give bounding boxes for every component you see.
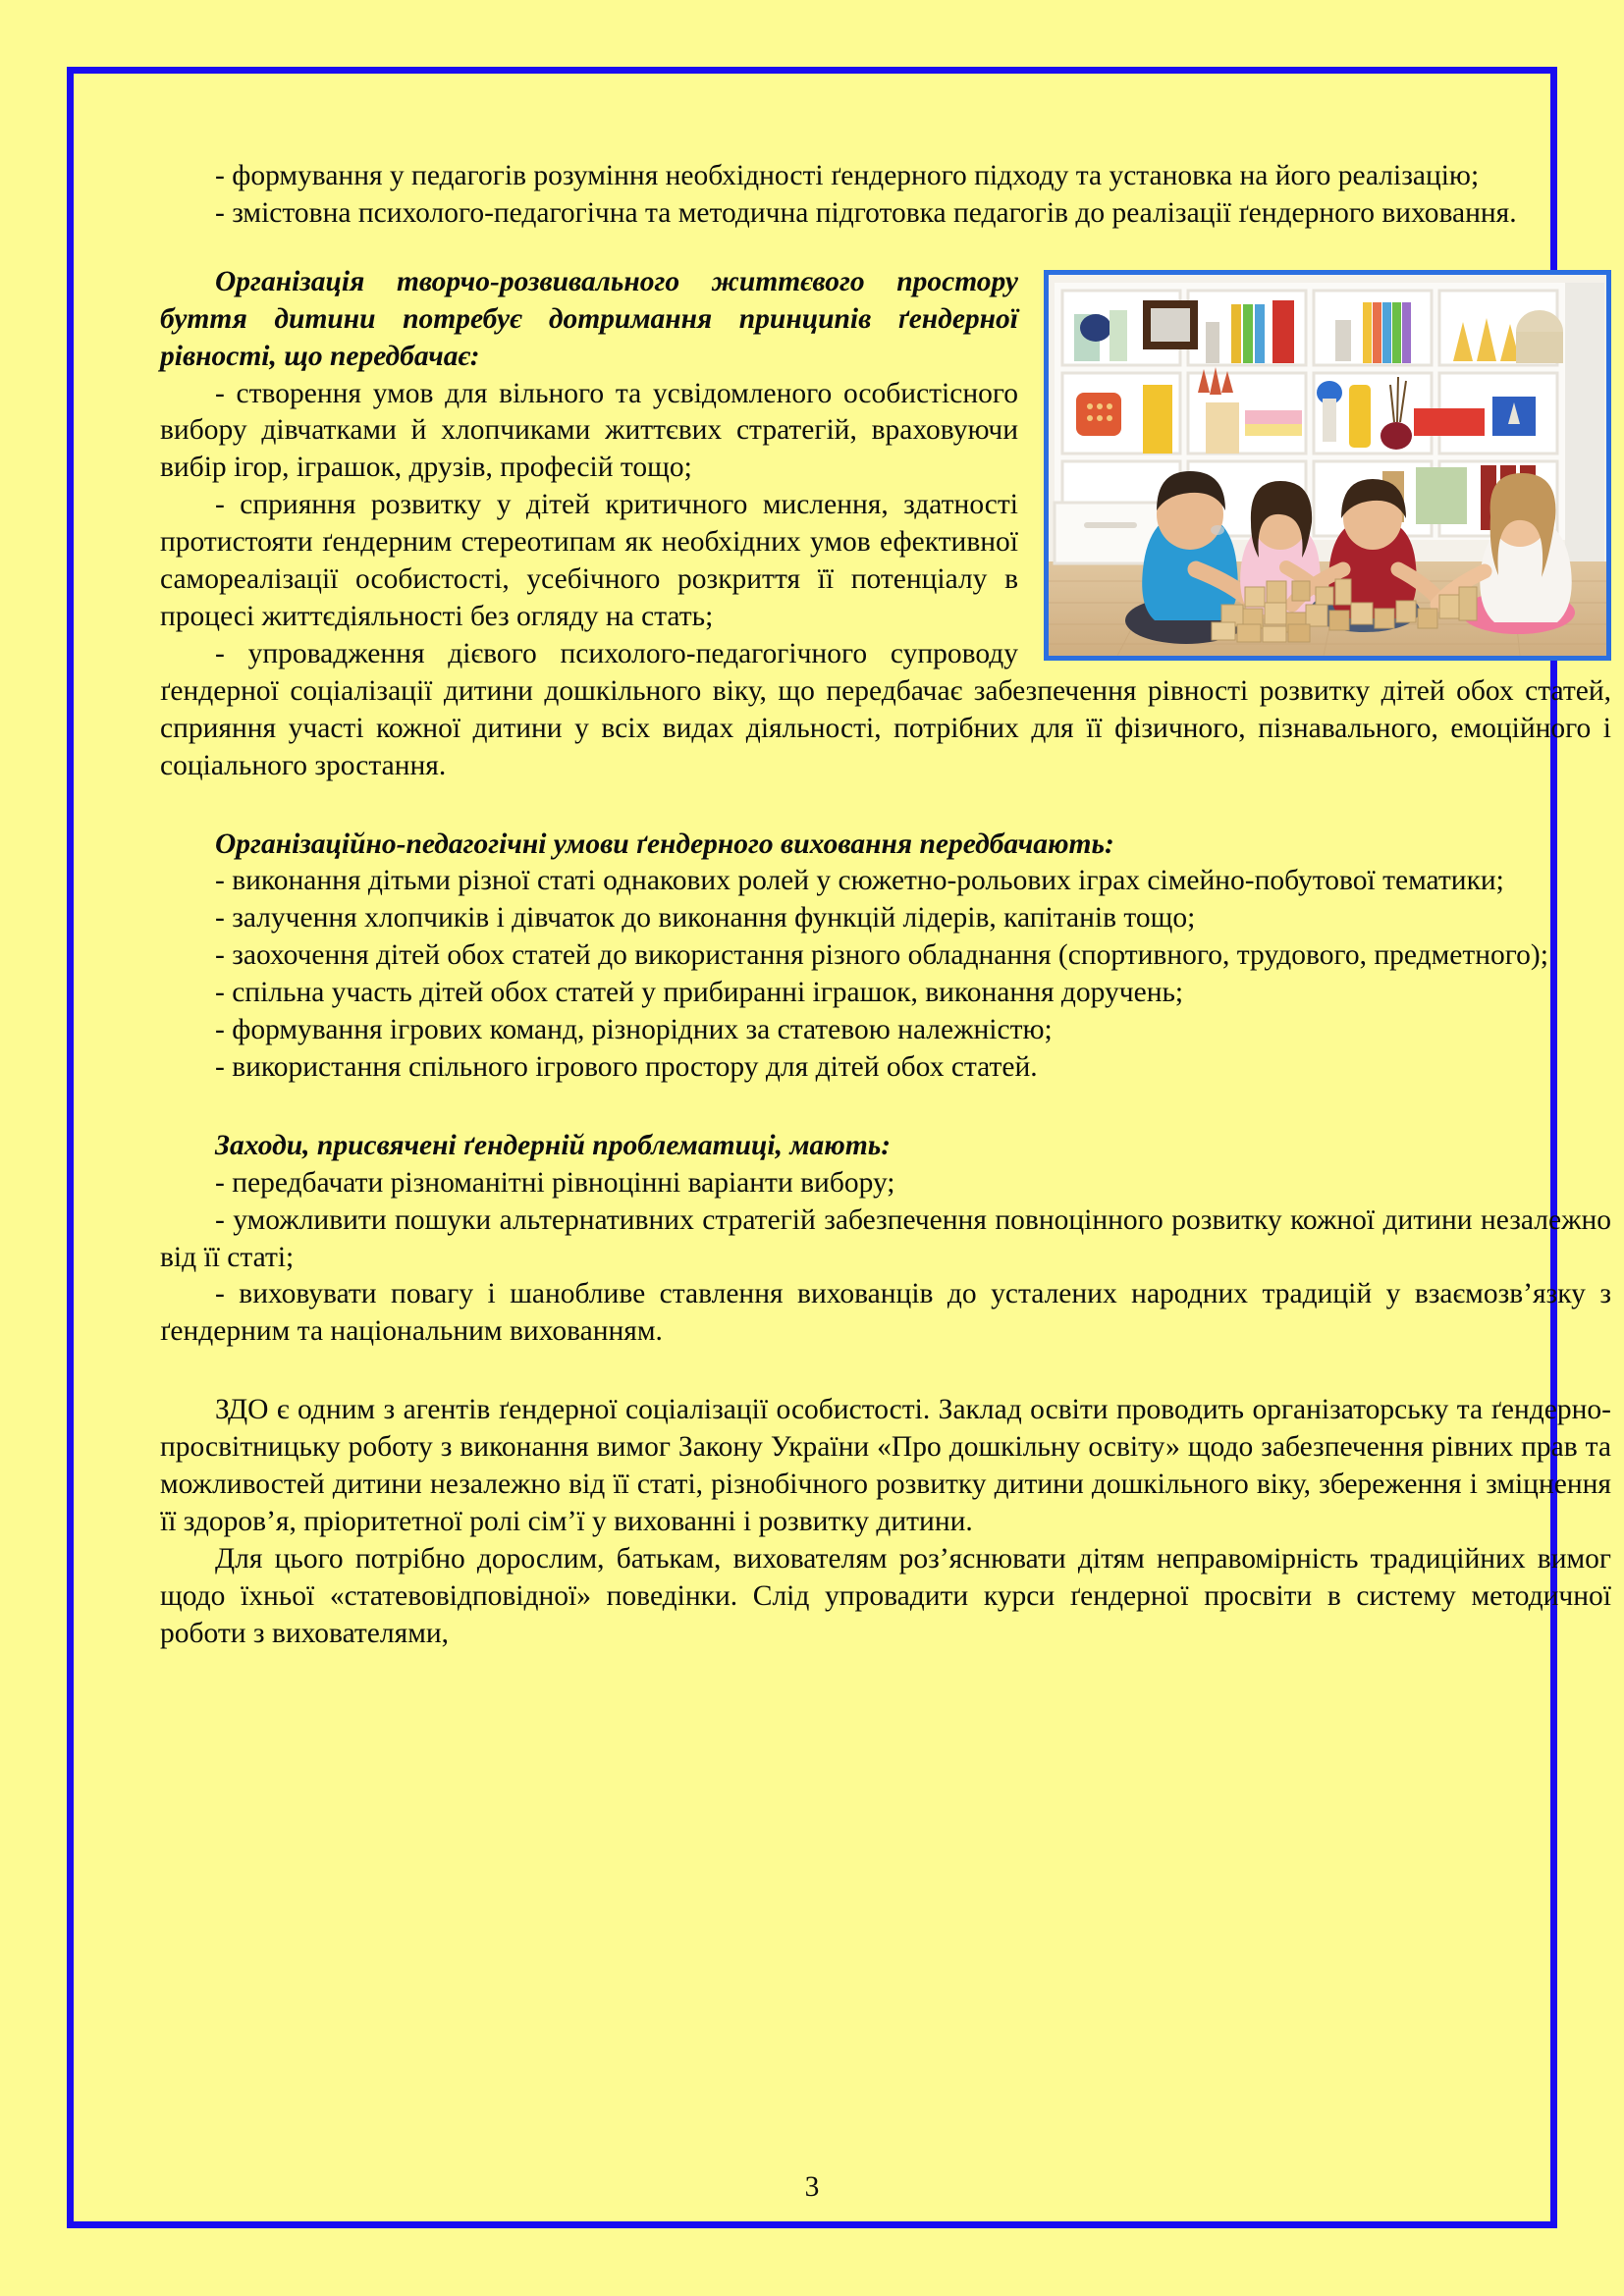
- bullet-free-conscious-choice: - створення умов для вільного та усвідомленого особистісного вибору дівчатками й хлопчиками життєвих стратегій, враховуючи вибір ігор, іграшок, друзів, професій тощо;: [160, 377, 1018, 484]
- list-item: - передбачати різноманітні рівноцінні варіанти вибору;: [215, 1166, 895, 1199]
- heading-gender-events: Заходи, присвячені ґендерній проблематиці, мають:: [215, 1129, 892, 1161]
- page-number: 3: [804, 2171, 820, 2203]
- bullet-critical-thinking: - сприяння розвитку у дітей критичного мислення, здатності протистояти ґендерним стереотипам як необхідних умов ефективної самореалізації особистості, усебічного розкриття її потенціалу в процесі життєдіяльності без огляду на стать;: [160, 489, 1018, 632]
- page-border-frame: [67, 67, 1611, 2228]
- list-item: - використання спільного ігрового простору для дітей обох статей.: [215, 1050, 1038, 1083]
- bullet-psych-pedagogical-support: - упровадження дієвого психолого-педагогічного супроводу ґендерної соціалізації дитини дошкільного віку, що передбачає забезпечення рівності розвитку дітей обох статей, сприяння участі кожної дитини у всіх видах діяльності, потрібних для її фізичного, пізнавального, емоційного і соціального зростання.: [160, 637, 1611, 781]
- heading-organizational-pedagogical-conditions: Організаційно-педагогічні умови ґендерного виховання передбачають:: [215, 828, 1114, 860]
- list-item: - виховувати повагу і шанобливе ставлення вихованців до усталених народних традицій у взаємозв’язку з ґендерним та національним вихованням.: [160, 1278, 1611, 1348]
- paragraph-bullet-formation: - формування у педагогів розуміння необхідності ґендерного підходу та установка на його реалізацію;: [215, 160, 1480, 191]
- list-item: - формування ігрових команд, різнорідних за статевою належністю;: [215, 1014, 1053, 1046]
- list-item: - уможливити пошуки альтернативних стратегій забезпечення повноцінного розвитку кожної дитини незалежно від її статі;: [160, 1203, 1611, 1273]
- heading-organization-of-creative-space: Організація творчо-розвивального життєвого простору буття дитини потребує дотримання принципів ґендерної рівності, що передбачає:: [160, 265, 1018, 372]
- spacer: [160, 785, 1611, 827]
- list-item: - спільна участь дітей обох статей у прибиранні іграшок, виконання доручень;: [215, 977, 1184, 1009]
- page-content: [160, 158, 1611, 2278]
- list-item: - виконання дітьми різної статі однакових ролей у сюжетно-рольових іграх сімейно-побутової тематики;: [215, 865, 1504, 897]
- list-item: - заохочення дітей обох статей до використання різного обладнання (спортивного, трудового, предметного);: [215, 939, 1548, 972]
- spacer: [160, 1087, 1611, 1128]
- paragraph-adults-explain-to-children: Для цього потрібно дорослим, батькам, вихователям роз’яснювати дітям неправомірність традиційних вимог щодо їхньої «статевовідповідної» поведінки. Слід упровадити курси ґендерної просвіти в систему методичної роботи з вихователями,: [160, 1542, 1611, 1649]
- photo-illustration: [1049, 275, 1606, 656]
- photo-children-playing-blocks: [1044, 270, 1611, 661]
- paragraph-bullet-training: - змістовна психолого-педагогічна та методична підготовка педагогів до реалізації ґендерного виховання.: [215, 196, 1517, 229]
- spacer: [160, 233, 1611, 264]
- paragraph-zdo-socialization-agent: ЗДО є одним з агентів ґендерної соціалізації особистості. Заклад освіти проводить організаторську та ґендерно-просвітницьку роботу з виконання вимог Закону України «Про дошкільну освіту» щодо забезпечення рівних прав та можливостей дитини незалежно від її статі, різнобічного розвитку дитини дошкільного віку, збереження і зміцнення її здоров’я, пріоритетної ролі сім’ї у вихованні і розвитку дитини.: [160, 1394, 1611, 1537]
- list-item: - залучення хлопчиків і дівчаток до виконання функцій лідерів, капітанів тощо;: [215, 902, 1196, 934]
- spacer: [160, 1351, 1611, 1392]
